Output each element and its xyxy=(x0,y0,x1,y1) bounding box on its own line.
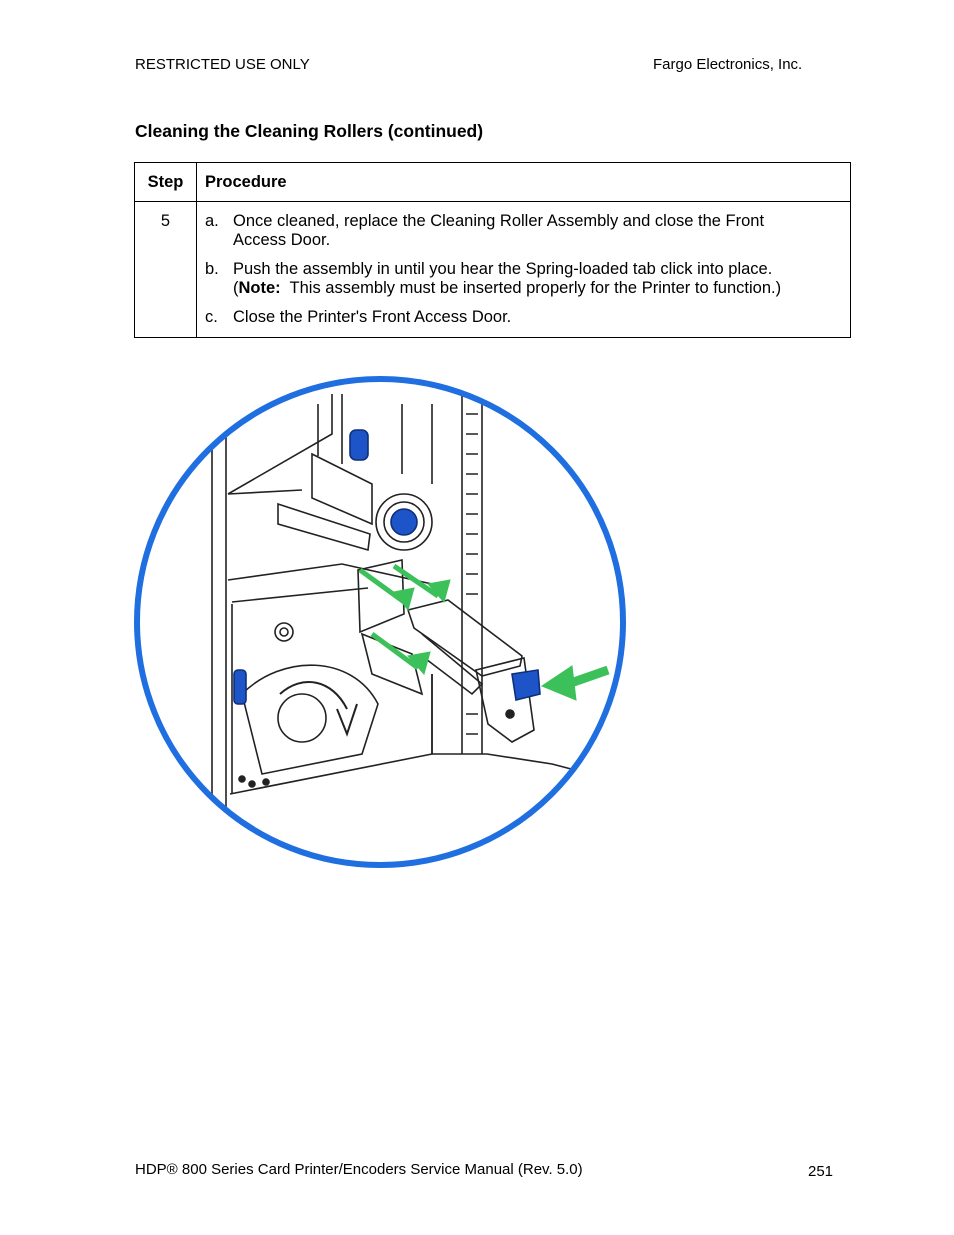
note-label: Note: xyxy=(238,279,281,297)
procedure-cell xyxy=(197,202,851,338)
procedure-item-a xyxy=(205,212,820,250)
green-arrows-illustration xyxy=(360,566,608,700)
item-text-before: Push the assembly in until you hear the Spring-loaded tab click into place. ( xyxy=(233,260,773,297)
item-text: Once cleaned, replace the Cleaning Roller Assembly and close the Front Access Door. xyxy=(233,212,765,249)
procedure-column-header: Procedure xyxy=(197,163,851,202)
blue-tabs-illustration xyxy=(234,430,540,704)
item-text-after: This assembly must be inserted properly for the Printer to function.) xyxy=(280,279,782,297)
printer-illustration xyxy=(132,374,628,870)
step-number: 5 xyxy=(135,202,197,338)
page-number: 251 xyxy=(808,1163,834,1180)
item-letter: a. xyxy=(205,212,219,230)
item-text xyxy=(233,260,820,298)
section-title: Cleaning the Cleaning Rollers (continued) xyxy=(135,121,484,141)
table-row xyxy=(135,202,851,338)
header-restricted-label: RESTRICTED USE ONLY xyxy=(135,56,310,73)
procedure-item-c xyxy=(205,308,820,327)
step-column-header: Step xyxy=(135,163,197,202)
item-text: Close the Printer's Front Access Door. xyxy=(233,308,512,326)
procedure-table xyxy=(134,162,851,338)
item-letter: c. xyxy=(205,308,218,326)
footer-manual-title: HDP® 800 Series Card Printer/Encoders Service Manual (Rev. 5.0) xyxy=(135,1161,583,1178)
header-company-name: Fargo Electronics, Inc. xyxy=(653,56,803,73)
table-header-row xyxy=(135,163,851,202)
procedure-item-b xyxy=(205,260,820,298)
item-letter: b. xyxy=(205,260,219,278)
magnified-view-circle xyxy=(137,379,623,865)
